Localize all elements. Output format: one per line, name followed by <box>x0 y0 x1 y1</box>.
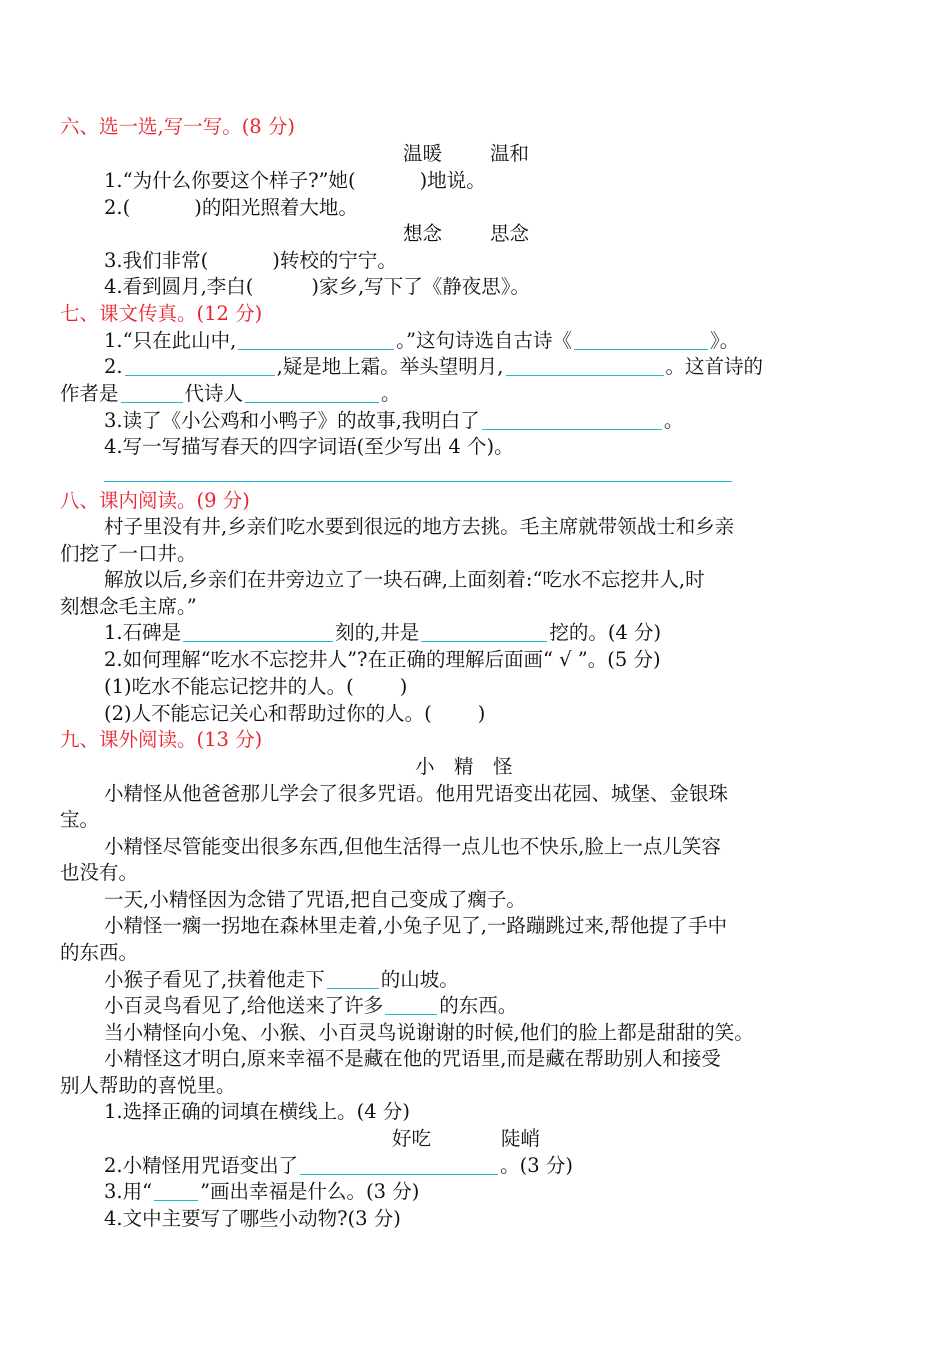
s8-question-2: 2.如何理解“吃水不忘挖井人”?在正确的理解后面画“ √ ”。(5 分) <box>104 648 661 671</box>
passage-line: 村子里没有井,乡亲们吃水要到很远的地方去挑。毛主席就带领战士和乡亲 <box>104 515 735 538</box>
s9-question-3: 3.用“ ”画出幸福是什么。(3 分) <box>104 1180 420 1203</box>
s7-question-4: 4.写一写描写春天的四字词语(至少写出 4 个)。 <box>104 435 514 458</box>
word-option: 思念 <box>490 222 530 245</box>
s7-question-2-cont: 作者是 代诗人 。 <box>60 382 401 405</box>
fill-blank[interactable] <box>125 355 275 376</box>
section-7-heading: 七、课文传真。(12 分) <box>60 302 263 325</box>
fill-blank[interactable] <box>421 621 547 642</box>
passage-line: 小猴子看见了,扶着他走下 的山坡。 <box>104 968 459 991</box>
passage-line: 别人帮助的喜悦里。 <box>60 1074 236 1097</box>
passage-line: 小百灵鸟看见了,给他送来了许多 的东西。 <box>104 994 518 1017</box>
fill-blank[interactable] <box>300 1154 498 1175</box>
fill-blank[interactable] <box>245 382 379 403</box>
passage-line: 小精怪一瘸一拐地在森林里走着,小兔子见了,一路蹦跳过来,帮他提了手中 <box>104 914 728 937</box>
s9-question-4: 4.文中主要写了哪些小动物?(3 分) <box>104 1207 401 1230</box>
s9-question-2: 2.小精怪用咒语变出了 。(3 分) <box>104 1154 573 1177</box>
passage-line: 当小精怪向小兔、小猴、小百灵鸟说谢谢的时候,他们的脸上都是甜甜的笑。 <box>104 1021 754 1044</box>
section-9-heading: 九、课外阅读。(13 分) <box>60 728 263 751</box>
s8-question-1: 1.石碑是 刻的,井是 挖的。(4 分) <box>104 621 662 644</box>
word-option: 温和 <box>490 142 530 165</box>
s7-question-3: 3.读了《小公鸡和小鸭子》的故事,我明白了 。 <box>104 409 684 432</box>
fill-blank[interactable] <box>327 968 379 989</box>
answer-line[interactable] <box>104 481 732 482</box>
s6-question-3: 3.我们非常( )转校的宁宁。 <box>104 249 397 272</box>
section-6-heading: 六、选一选,写一写。(8 分) <box>60 115 296 138</box>
passage-line: 小精怪尽管能变出很多东西,但他生活得一点儿也不快乐,脸上一点儿笑容 <box>104 835 721 858</box>
passage-line: 宝。 <box>60 808 100 831</box>
s6-question-2: 2.( )的阳光照着大地。 <box>104 196 358 219</box>
passage-line: 解放以后,乡亲们在井旁边立了一块石碑,上面刻着:“吃水不忘挖井人,时 <box>104 568 705 591</box>
passage-line: 小精怪从他爸爸那儿学会了很多咒语。他用咒语变出花园、城堡、金银珠 <box>104 782 729 805</box>
word-options-b <box>403 221 703 247</box>
s6-question-4: 4.看到圆月,李白( )家乡,写下了《静夜思》。 <box>104 275 530 298</box>
passage-line: 刻想念毛主席。” <box>60 595 197 618</box>
word-option: 陡峭 <box>501 1127 541 1150</box>
word-option: 想念 <box>403 222 443 245</box>
passage-line: 也没有。 <box>60 861 139 884</box>
fill-blank[interactable] <box>183 621 333 642</box>
s8-option-2: (2)人不能忘记关心和帮助过你的人。( ) <box>104 702 486 725</box>
fill-blank[interactable] <box>154 1180 198 1201</box>
s7-question-1: 1.“只在此山中, 。”这句诗选自古诗《 》。 <box>104 329 740 352</box>
passage-line: 小精怪这才明白,原来幸福不是藏在他的咒语里,而是藏在帮助别人和接受 <box>104 1047 721 1070</box>
s6-question-1: 1.“为什么你要这个样子?”她( )地说。 <box>104 169 486 192</box>
fill-blank[interactable] <box>121 382 183 403</box>
s9-question-1: 1.选择正确的词填在横线上。(4 分) <box>104 1100 410 1123</box>
word-option: 好吃 <box>392 1127 432 1150</box>
fill-blank[interactable] <box>385 994 437 1015</box>
fill-blank[interactable] <box>506 355 664 376</box>
passage-line: 们挖了一口井。 <box>60 542 197 565</box>
fill-blank[interactable] <box>238 329 394 350</box>
section-8-heading: 八、课内阅读。(9 分) <box>60 489 250 512</box>
word-option: 温暖 <box>403 142 443 165</box>
word-options-c <box>392 1126 692 1152</box>
s8-option-1: (1)吃水不能忘记挖井的人。( ) <box>104 675 408 698</box>
passage-line: 一天,小精怪因为念错了咒语,把自己变成了瘸子。 <box>104 888 526 911</box>
s7-question-2: 2. ,疑是地上霜。举头望明月, 。这首诗的 <box>104 355 764 378</box>
fill-blank[interactable] <box>482 409 662 430</box>
story-title: 小 精 怪 <box>415 755 513 778</box>
passage-line: 的东西。 <box>60 941 139 964</box>
fill-blank[interactable] <box>574 329 708 350</box>
word-options-a <box>403 141 703 167</box>
